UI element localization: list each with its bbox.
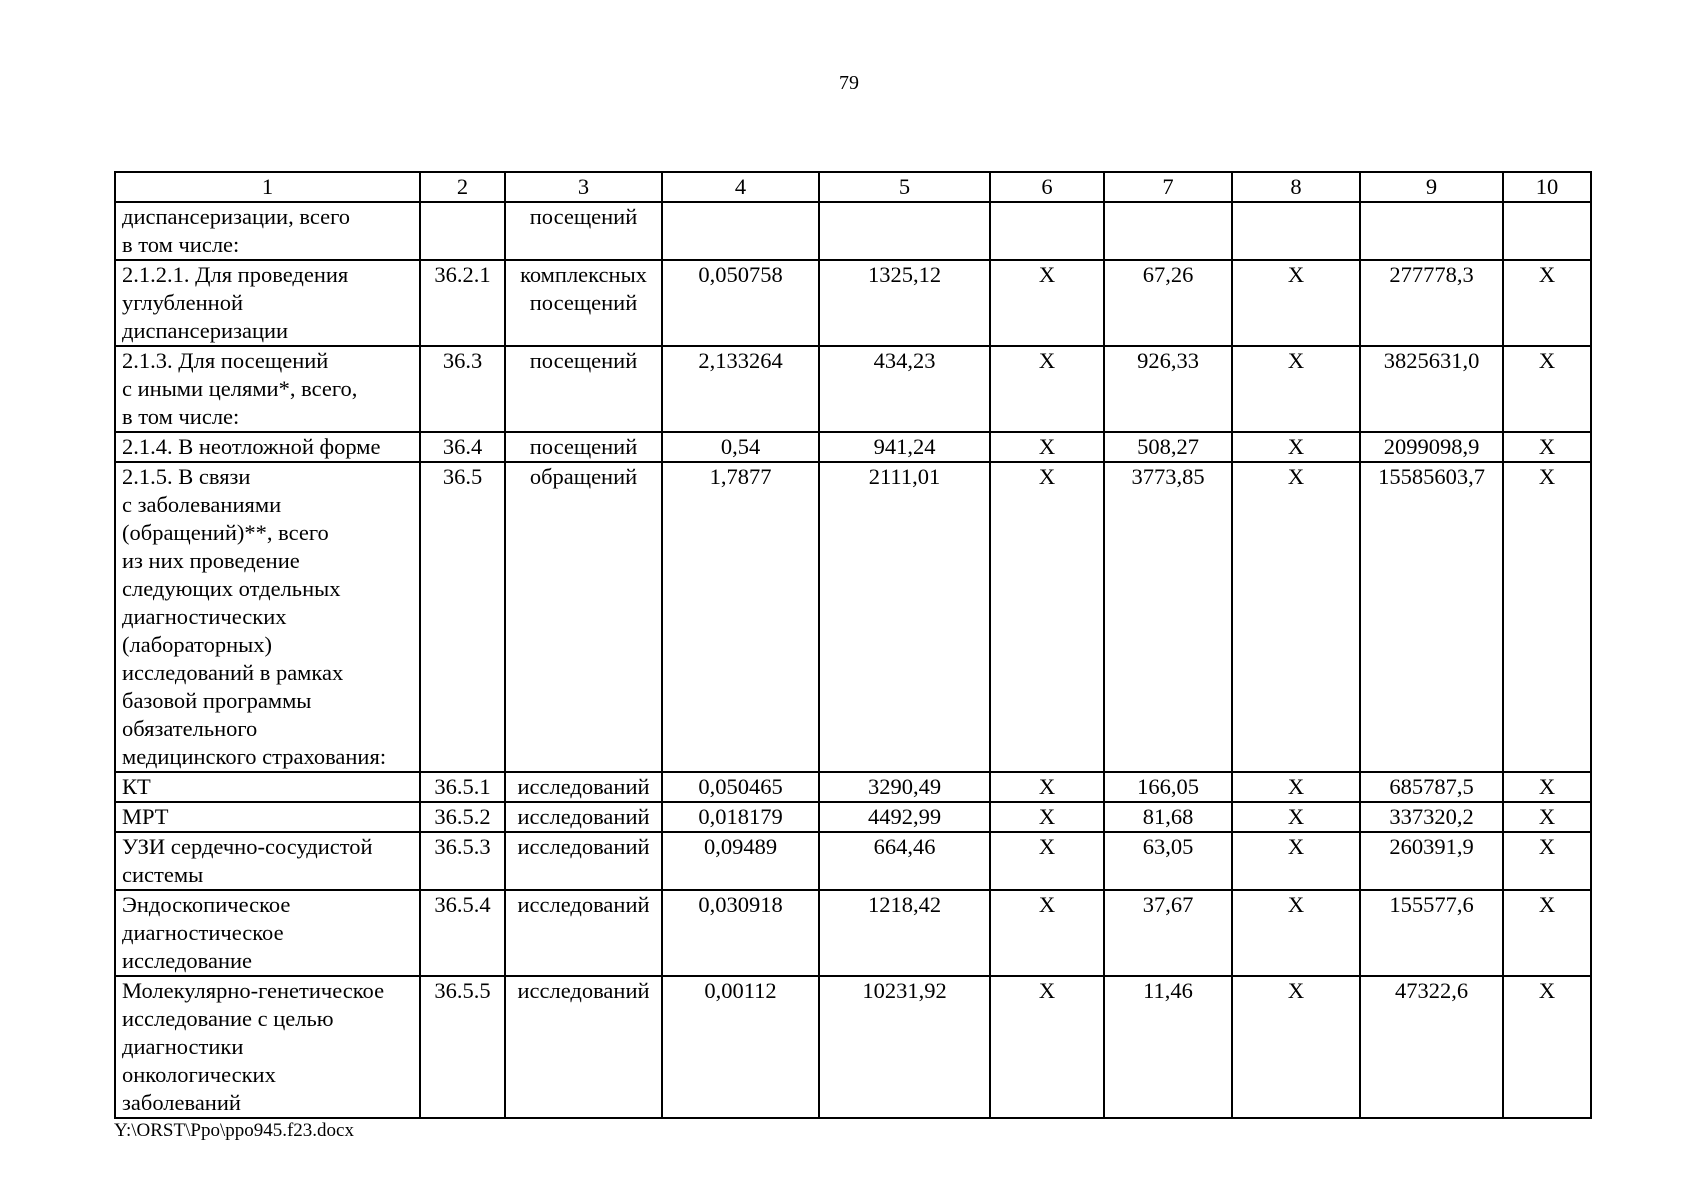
table-cell: Х: [1232, 976, 1360, 1118]
table-cell: Х: [1503, 890, 1591, 976]
table-cell: Х: [1232, 802, 1360, 832]
table-cell: 36.3: [420, 346, 505, 432]
data-table: [114, 171, 1592, 1119]
row-label-cell: Эндоскопическое диагностическое исследование: [115, 890, 420, 976]
row-label-cell: 2.1.2.1. Для проведения углубленной диспансеризации: [115, 260, 420, 346]
table-cell: 10231,92: [819, 976, 990, 1118]
column-number-header: 10: [1503, 172, 1591, 202]
table-cell: [420, 202, 505, 260]
table-row: [115, 346, 1591, 432]
table-cell: 1218,42: [819, 890, 990, 976]
table-cell: 36.5: [420, 462, 505, 772]
table-cell: 3825631,0: [1360, 346, 1503, 432]
table-cell: 36.5.1: [420, 772, 505, 802]
table-row: [115, 202, 1591, 260]
table-cell: Х: [990, 832, 1104, 890]
table-cell: 4492,99: [819, 802, 990, 832]
table-cell: 36.4: [420, 432, 505, 462]
table-row: [115, 260, 1591, 346]
table-cell: 37,67: [1104, 890, 1232, 976]
table-cell: 2,133264: [662, 346, 819, 432]
table-cell: 434,23: [819, 346, 990, 432]
table-cell: Х: [1232, 462, 1360, 772]
table-cell: 0,54: [662, 432, 819, 462]
table-cell: 36.5.4: [420, 890, 505, 976]
table-cell: Х: [1503, 802, 1591, 832]
table-cell: Х: [1503, 976, 1591, 1118]
table-cell: 2099098,9: [1360, 432, 1503, 462]
column-number-header: 4: [662, 172, 819, 202]
table-cell: исследований: [505, 802, 662, 832]
row-label-cell: 2.1.4. В неотложной форме: [115, 432, 420, 462]
table-cell: 67,26: [1104, 260, 1232, 346]
table-cell: 2111,01: [819, 462, 990, 772]
table-cell: 941,24: [819, 432, 990, 462]
table-row: [115, 976, 1591, 1118]
row-label-cell: МРТ: [115, 802, 420, 832]
table-row: [115, 462, 1591, 772]
row-label-cell: КТ: [115, 772, 420, 802]
row-label-cell: 2.1.5. В связи с заболеваниями (обращений)**, всего из них проведение следующих отдельных диагностических (лабораторных) исследований в рамках базовой программы обязательного медицинского страхования:: [115, 462, 420, 772]
table-cell: 508,27: [1104, 432, 1232, 462]
table-cell: Х: [1503, 346, 1591, 432]
table-cell: 47322,6: [1360, 976, 1503, 1118]
table-cell: 166,05: [1104, 772, 1232, 802]
table-cell: Х: [990, 346, 1104, 432]
row-label-cell: УЗИ сердечно-сосудистой системы: [115, 832, 420, 890]
table-header-row: [115, 172, 1591, 202]
table-cell: 1,7877: [662, 462, 819, 772]
table-cell: посещений: [505, 202, 662, 260]
table-cell: Х: [1232, 890, 1360, 976]
table-cell: Х: [990, 462, 1104, 772]
table-cell: [819, 202, 990, 260]
table-cell: [990, 202, 1104, 260]
table-cell: 36.5.5: [420, 976, 505, 1118]
table-cell: 0,09489: [662, 832, 819, 890]
row-label-cell: Молекулярно-генетическое исследование с целью диагностики онкологических заболеваний: [115, 976, 420, 1118]
table-cell: Х: [1232, 832, 1360, 890]
table-cell: Х: [990, 976, 1104, 1118]
table-cell: 277778,3: [1360, 260, 1503, 346]
column-number-header: 6: [990, 172, 1104, 202]
table-cell: Х: [1503, 462, 1591, 772]
table-cell: 260391,9: [1360, 832, 1503, 890]
table-cell: Х: [990, 772, 1104, 802]
column-number-header: 7: [1104, 172, 1232, 202]
table-cell: 11,46: [1104, 976, 1232, 1118]
table-cell: 63,05: [1104, 832, 1232, 890]
table-cell: Х: [1503, 832, 1591, 890]
table-cell: Х: [1232, 432, 1360, 462]
table-cell: Х: [1503, 260, 1591, 346]
file-path-footer: Y:\ORST\Ppo\ppo945.f23.docx: [114, 1120, 354, 1141]
table-cell: Х: [1232, 346, 1360, 432]
table-row: [115, 432, 1591, 462]
table-cell: Х: [1232, 260, 1360, 346]
table-cell: [1104, 202, 1232, 260]
table-cell: 0,050758: [662, 260, 819, 346]
table-cell: исследований: [505, 832, 662, 890]
table-cell: 3773,85: [1104, 462, 1232, 772]
column-number-header: 2: [420, 172, 505, 202]
table-cell: 15585603,7: [1360, 462, 1503, 772]
table-cell: 36.5.3: [420, 832, 505, 890]
table-cell: 36.2.1: [420, 260, 505, 346]
column-number-header: 5: [819, 172, 990, 202]
row-label-cell: диспансеризации, всего в том числе:: [115, 202, 420, 260]
table-cell: Х: [990, 890, 1104, 976]
table-cell: Х: [1503, 432, 1591, 462]
table-cell: исследований: [505, 976, 662, 1118]
table-cell: 1325,12: [819, 260, 990, 346]
table-cell: 81,68: [1104, 802, 1232, 832]
column-number-header: 1: [115, 172, 420, 202]
table-cell: 155577,6: [1360, 890, 1503, 976]
table-cell: Х: [1503, 772, 1591, 802]
table-cell: 0,018179: [662, 802, 819, 832]
table-cell: Х: [990, 260, 1104, 346]
table-cell: посещений: [505, 346, 662, 432]
table-cell: [1503, 202, 1591, 260]
table-cell: 337320,2: [1360, 802, 1503, 832]
table-row: [115, 890, 1591, 976]
table-cell: [1360, 202, 1503, 260]
table-cell: обращений: [505, 462, 662, 772]
table-cell: Х: [990, 802, 1104, 832]
table-cell: 0,050465: [662, 772, 819, 802]
table-cell: [1232, 202, 1360, 260]
column-number-header: 9: [1360, 172, 1503, 202]
table-cell: исследований: [505, 772, 662, 802]
table-cell: посещений: [505, 432, 662, 462]
table-cell: 0,00112: [662, 976, 819, 1118]
table-row: [115, 772, 1591, 802]
table-row: [115, 832, 1591, 890]
table-cell: 36.5.2: [420, 802, 505, 832]
table-cell: комплексных посещений: [505, 260, 662, 346]
table-cell: исследований: [505, 890, 662, 976]
column-number-header: 3: [505, 172, 662, 202]
table-cell: 685787,5: [1360, 772, 1503, 802]
table-cell: [662, 202, 819, 260]
table-cell: 3290,49: [819, 772, 990, 802]
table-cell: 0,030918: [662, 890, 819, 976]
table-cell: 664,46: [819, 832, 990, 890]
table-cell: Х: [1232, 772, 1360, 802]
column-number-header: 8: [1232, 172, 1360, 202]
row-label-cell: 2.1.3. Для посещений с иными целями*, всего, в том числе:: [115, 346, 420, 432]
table-cell: 926,33: [1104, 346, 1232, 432]
table-row: [115, 802, 1591, 832]
table-cell: Х: [990, 432, 1104, 462]
page-number: 79: [839, 72, 859, 94]
